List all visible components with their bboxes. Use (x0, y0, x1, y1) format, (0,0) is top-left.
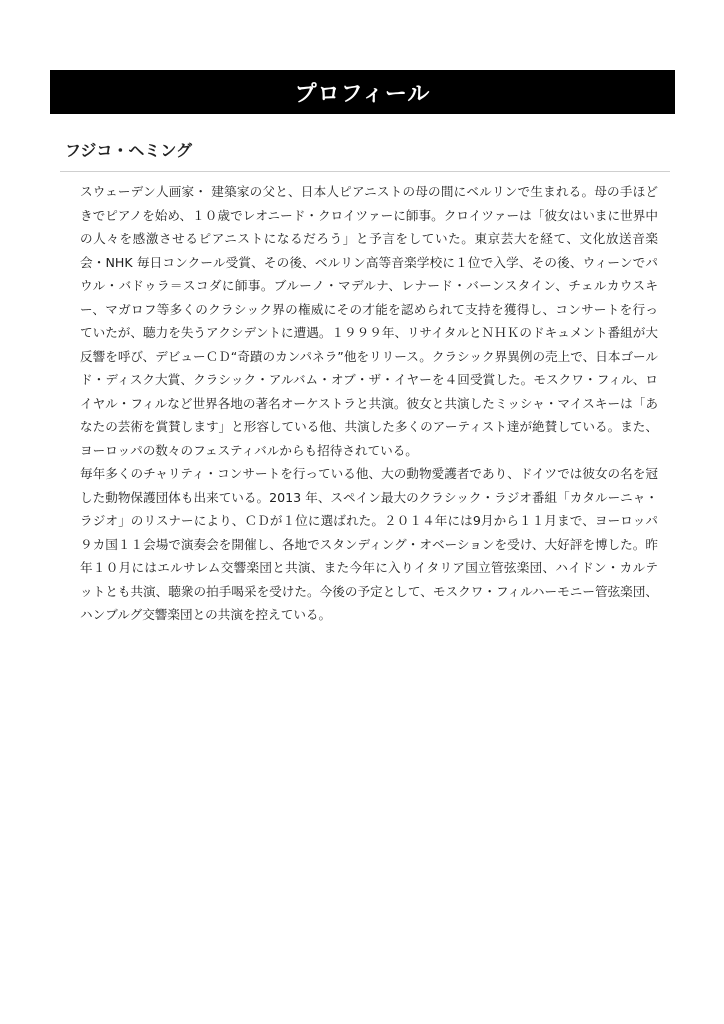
title-banner (50, 70, 675, 114)
biography-text (80, 180, 658, 627)
page-title: プロフィール (294, 81, 431, 107)
heading-divider (60, 171, 670, 172)
bio-paragraph-2: 毎年多くのチャリティ・コンサートを行っている他、大の動物愛護者であり、ドイツでは彼女の名を冠した動物保護団体も出来ている。2013 年、スペイン最大のクラシック・ラジオ番組「カタルーニャ・ラジオ」のリスナーにより、ＣＤが１位に選ばれた。２０１４年には9月から１１月まで、ヨーロッパ９カ国１１会場で演奏会を開催し、各地でスタンディング・オベーションを受け、大好評を博した。昨年１０月にはエルサレム交響楽団と共演、また今年に入りイタリア国立管弦楽団、ハイドン・カルテットとも共演、聴衆の拍手喝采を受けた。今後の予定として、モスクワ・フィルハーモニー管弦楽団、ハンブルグ交響楽団との共演を控えている。 (80, 466, 658, 622)
bio-paragraph-1: スウェーデン人画家・ 建築家の父と、日本人ピアニストの母の間にベルリンで生まれる。母の手ほどきでピアノを始め、１０歳でレオニード・クロイツァーに師事。クロイツァーは「彼女はいまに世界中の人々を感激させるピアニストになるだろう」と予言をしていた。東京芸大を経て、文化放送音楽会・NHK 毎日コンクール受賞、その後、ベルリン高等音楽学校に１位で入学、その後、ウィーンでパウル・バドゥラ＝スコダに師事。ブルーノ・マデルナ、レナード・バーンスタイン、チェルカウスキー、マガロフ等多くのクラシック界の権威にその才能を認められて支持を獲得し、コンサートを行っていたが、聴力を失うアクシデントに遭遇。１９９９年、リサイタルとＮＨＫのドキュメント番組が大反響を呼び、デビューＣＤ“奇蹟のカンパネラ”他をリリース。クラシック界異例の売上で、日本ゴールド・ディスク大賞、クラシック・アルバム・オブ・ザ・イヤーを４回受賞した。モスクワ・フィル、ロイヤル・フィルなど世界各地の著名オーケストラと共演。彼女と共演したミッシャ・マイスキーは「あなたの芸術を賞賛します」と形容している他、共演した多くのアーティスト達が絶賛している。また、ヨーロッパの数々のフェスティバルからも招待されている。 (80, 184, 658, 458)
person-name-heading: フジコ・ヘミング (65, 141, 193, 160)
